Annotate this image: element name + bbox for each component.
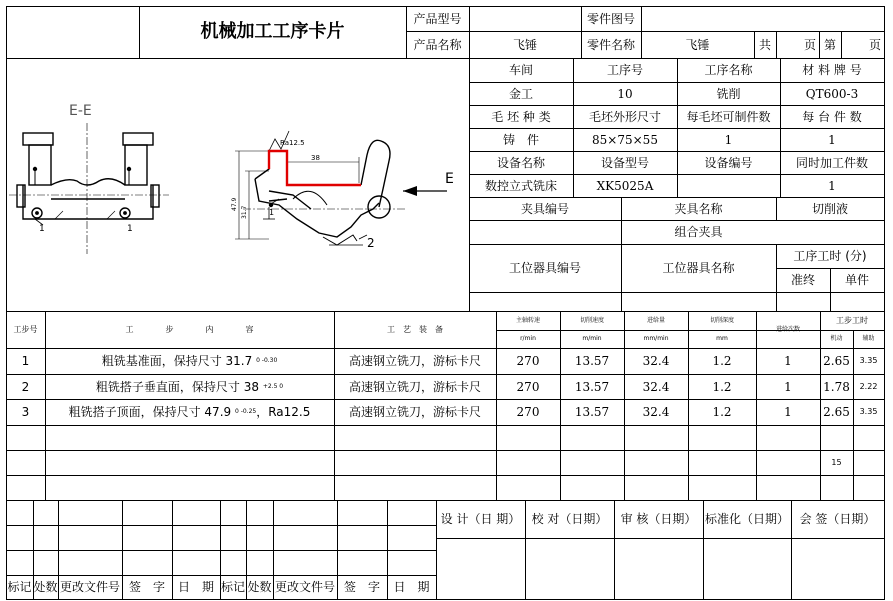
rev-count-label-2: 处数 (247, 580, 272, 594)
step-content (45, 374, 334, 399)
step-no: 3 (21, 405, 30, 419)
step-no: 2 (21, 379, 30, 394)
rev-date-label: 日 期 (177, 580, 214, 594)
blank-type-label: 毛 坯 种 类 (491, 109, 551, 124)
ref-label-1a: 1 (39, 224, 45, 234)
step-feed: 32.4 (642, 405, 670, 419)
rev-mark-label: 标记 (7, 580, 32, 594)
dim-left2: 31.7 (241, 205, 248, 219)
th-cut-speed-unit: m/min (582, 335, 602, 342)
ref-label-2: 2 (367, 236, 375, 250)
simul-value[interactable]: 1 (828, 178, 836, 193)
card-title: 机械加工工序卡片 (200, 21, 345, 42)
main-view (235, 131, 407, 245)
fixture-name-label: 夹具名称 (674, 201, 723, 216)
step-depth: 1.2 (712, 379, 732, 394)
product-name-value[interactable]: 飞锤 (512, 37, 537, 52)
step-content (45, 348, 334, 374)
process-no-value[interactable]: 10 (617, 86, 633, 101)
th-speed: 主轴转速 (515, 316, 540, 324)
step-speed: 270 (516, 379, 540, 394)
th-machine-time: 机动 (830, 335, 843, 342)
rev-doc-label-2: 更改文件号 (274, 580, 335, 594)
signoff-check: 校 对（日期） (531, 512, 608, 526)
rev-sign-label: 签 字 (128, 580, 165, 594)
step-cut-speed: 13.57 (574, 379, 610, 394)
equip-name-value[interactable]: 数控立式铣床 (484, 178, 557, 193)
th-cut-speed: 切削速度 (579, 316, 604, 324)
step-speed: 270 (516, 405, 540, 419)
step-tolerance: +2.5 0 (262, 382, 284, 390)
page-no-unit: 页 (868, 37, 881, 52)
step-content-text: 粗铣搭子垂直面，保持尺寸 38 (95, 379, 259, 394)
th-step-time: 工步工时 (836, 315, 868, 325)
coolant-value[interactable] (776, 220, 884, 244)
equip-no-value[interactable] (677, 174, 780, 197)
part-no-value[interactable] (641, 6, 884, 31)
product-model-value[interactable] (469, 6, 581, 31)
step-equip: 高速钢立铣刀，游标卡尺 (348, 354, 481, 368)
prep-time-label: 准终 (790, 273, 815, 287)
step-feed: 32.4 (642, 354, 670, 368)
total-pages-label: 共 (758, 37, 771, 52)
blank-size-value[interactable]: 85×75×55 (592, 132, 658, 147)
fixture-no-value[interactable] (469, 220, 621, 244)
dim-top: 38 (311, 154, 320, 162)
equip-name-label: 设备名称 (496, 155, 545, 170)
parts-per-machine-value[interactable]: 1 (828, 132, 836, 147)
station-tool-name-label: 工位器具名称 (662, 261, 735, 275)
th-passes: 进给次数 (775, 325, 800, 333)
th-equip: 工 艺 装 备 (387, 324, 443, 334)
step-aux-time: 3.35 (859, 407, 878, 416)
th-feed-unit: mm/min (643, 335, 669, 342)
signoff-standard: 标准化（日期） (704, 512, 789, 526)
coolant-label: 切削液 (811, 201, 848, 216)
blank-size-label: 毛坯外形尺寸 (588, 109, 661, 124)
process-no-label: 工序号 (606, 63, 643, 77)
section-label: E-E (69, 103, 92, 119)
th-speed-unit: r/min (520, 335, 536, 342)
arrow-head-icon (403, 186, 417, 196)
step-depth: 1.2 (712, 405, 732, 419)
part-drawing (7, 59, 468, 310)
page-no-label: 第 (823, 37, 836, 52)
th-step-no: 工步号 (13, 324, 38, 334)
ref-label-1b: 1 (127, 224, 133, 234)
material-label: 材 料 牌 号 (802, 63, 862, 77)
th-feed: 进给量 (646, 316, 665, 324)
step-aux-time: 3.35 (859, 356, 878, 365)
step-equip: 高速钢立铣刀，游标卡尺 (348, 405, 481, 419)
parts-per-machine-label: 每 台 件 数 (802, 109, 862, 124)
rev-date-label-2: 日 期 (393, 580, 430, 594)
process-name-label: 工序名称 (704, 63, 753, 77)
step-content-text: 粗铣搭子顶面，保持尺寸 47.9 (68, 405, 232, 419)
fixture-no-label: 夹具编号 (520, 201, 569, 216)
parts-per-blank-label: 每毛坯可制件数 (686, 109, 771, 124)
total-pages-unit: 页 (803, 37, 816, 52)
roughness-label: Ra12.5 (280, 139, 305, 147)
th-aux-time: 辅助 (862, 335, 875, 342)
process-name-value[interactable]: 铣削 (716, 86, 741, 101)
simul-label: 同时加工件数 (795, 155, 868, 170)
step-passes: 1 (784, 379, 792, 394)
workshop-value[interactable]: 金工 (508, 86, 533, 101)
product-model-label: 产品型号 (413, 11, 462, 26)
step-machine-time: 2.65 (823, 405, 850, 419)
dim-left1: 47.9 (231, 197, 238, 211)
parts-per-blank-value[interactable]: 1 (724, 132, 733, 147)
rev-mark-label-2: 标记 (220, 580, 245, 594)
step-passes: 1 (784, 354, 792, 368)
station-tool-no-label: 工位器具编号 (508, 261, 581, 275)
step-no: 1 (21, 354, 30, 368)
part-name-label: 零件名称 (586, 37, 635, 52)
view-arrow-label: E (445, 171, 454, 187)
workshop-label: 车间 (508, 63, 533, 77)
step-content-text: 粗铣基准面，保持尺寸 31.7 (101, 354, 253, 368)
process-time-label: 工序工时 (分) (793, 249, 867, 263)
part-no-label: 零件图号 (586, 11, 635, 26)
step-passes: 1 (784, 405, 792, 419)
blank-type-value[interactable]: 铸 件 (502, 132, 539, 147)
step-machine-time: 1.78 (823, 379, 850, 394)
ref-label-1c: 1 (269, 208, 275, 217)
step-depth: 1.2 (712, 354, 732, 368)
step-cut-speed: 13.57 (574, 405, 610, 419)
signoff-design: 设 计（日 期） (440, 512, 521, 526)
th-content: 工 步 内 容 (125, 324, 254, 334)
step-content (45, 399, 334, 425)
product-name-label: 产品名称 (413, 37, 462, 52)
equip-model-value[interactable]: XK5025A (596, 178, 654, 193)
step-feed: 32.4 (642, 379, 670, 394)
unit-time-label: 单件 (844, 273, 869, 287)
step-tolerance: 0 -0.25 (234, 408, 257, 415)
step-machine-time: 2.65 (823, 354, 850, 368)
rev-doc-label: 更改文件号 (59, 580, 120, 594)
total-machine-time: 15 (831, 457, 842, 467)
fixture-name-value[interactable]: 组合夹具 (674, 225, 723, 239)
th-depth: 切削深度 (709, 316, 734, 324)
rev-count-label: 处数 (33, 580, 58, 594)
step-tolerance: 0 -0.30 (256, 357, 278, 364)
signoff-approve: 会 签（日期） (799, 512, 876, 526)
step-content-tail: ，Ra12.5 (256, 405, 311, 419)
step-cut-speed: 13.57 (574, 354, 610, 368)
part-name-value[interactable]: 飞锤 (685, 37, 710, 52)
th-depth-unit: mm (716, 335, 728, 342)
equip-model-label: 设备型号 (600, 155, 649, 170)
material-value[interactable]: QT600-3 (805, 86, 859, 101)
step-aux-time: 2.22 (859, 381, 878, 391)
equip-no-label: 设备编号 (704, 155, 753, 170)
step-equip: 高速钢立铣刀，游标卡尺 (348, 379, 481, 394)
signoff-review: 审 核（日期） (620, 512, 697, 526)
rev-sign-label-2: 签 字 (343, 580, 380, 594)
step-speed: 270 (516, 354, 540, 368)
section-view (9, 123, 169, 254)
